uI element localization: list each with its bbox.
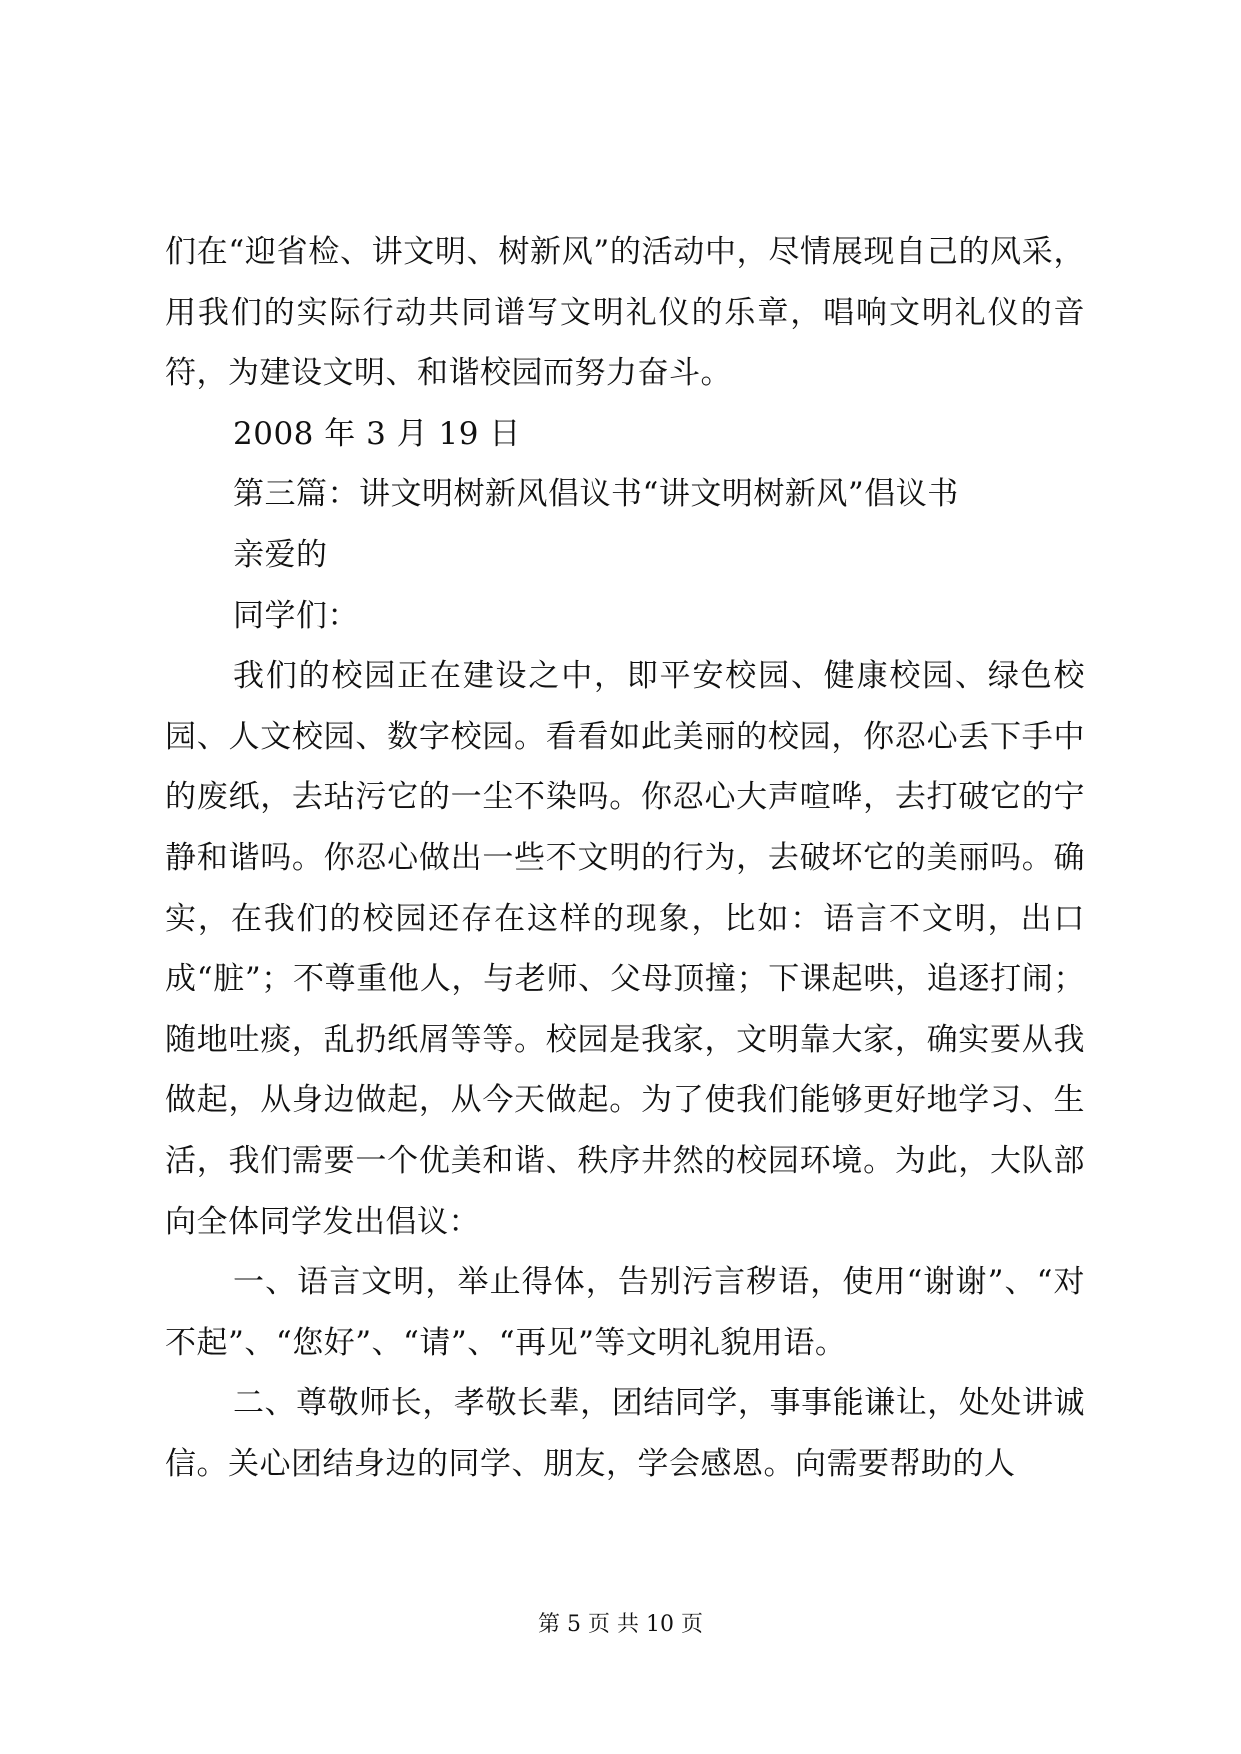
paragraph-continuation: 们在“迎省检、讲文明、树新风”的活动中，尽情展现自己的风采，用我们的实际行动共同谱写文明礼仪的乐章，唱响文明礼仪的音符，为建设文明、和谐校园而努力奋斗。 bbox=[165, 234, 1085, 392]
salutation-line-1: 亲爱的 bbox=[233, 536, 328, 573]
page-footer: 第 5 页 共 10 页 bbox=[538, 1612, 703, 1637]
salutation-line-2: 同学们： bbox=[233, 597, 359, 634]
paragraph-item-2: 二、尊敬师长，孝敬长辈，团结同学，事事能谦让，处处讲诚信。关心团结身边的同学、朋友，学会感恩。向需要帮助的人 bbox=[165, 1385, 1085, 1482]
paragraph-item-1: 一、语言文明，举止得体，告别污言秽语，使用“谢谢”、“对不起”、“您好”、“请”、“再见”等文明礼貌用语。 bbox=[165, 1264, 1085, 1361]
date-line: 2008 年 3 月 19 日 bbox=[233, 415, 521, 452]
section-heading: 第三篇：讲文明树新风倡议书“讲文明树新风”倡议书 bbox=[233, 476, 959, 513]
document-body bbox=[165, 222, 1085, 1494]
paragraph-intro: 我们的校园正在建设之中，即平安校园、健康校园、绿色校园、人文校园、数字校园。看看如此美丽的校园，你忍心丢下手中的废纸，去玷污它的一尘不染吗。你忍心大声喧哗，去打破它的宁静和谐吗。你忍心做出一些不文明的行为，去破坏它的美丽吗。确实，在我们的校园还存在这样的现象，比如：语言不文明，出口成“脏”；不尊重他人，与老师、父母顶撞；下课起哄，追逐打闹；随地吐痰，乱扔纸屑等等。校园是我家，文明靠大家，确实要从我做起，从身边做起，从今天做起。为了使我们能够更好地学习、生活，我们需要一个优美和谐、秩序井然的校园环境。为此，大队部向全体同学发出倡议： bbox=[165, 658, 1085, 1240]
